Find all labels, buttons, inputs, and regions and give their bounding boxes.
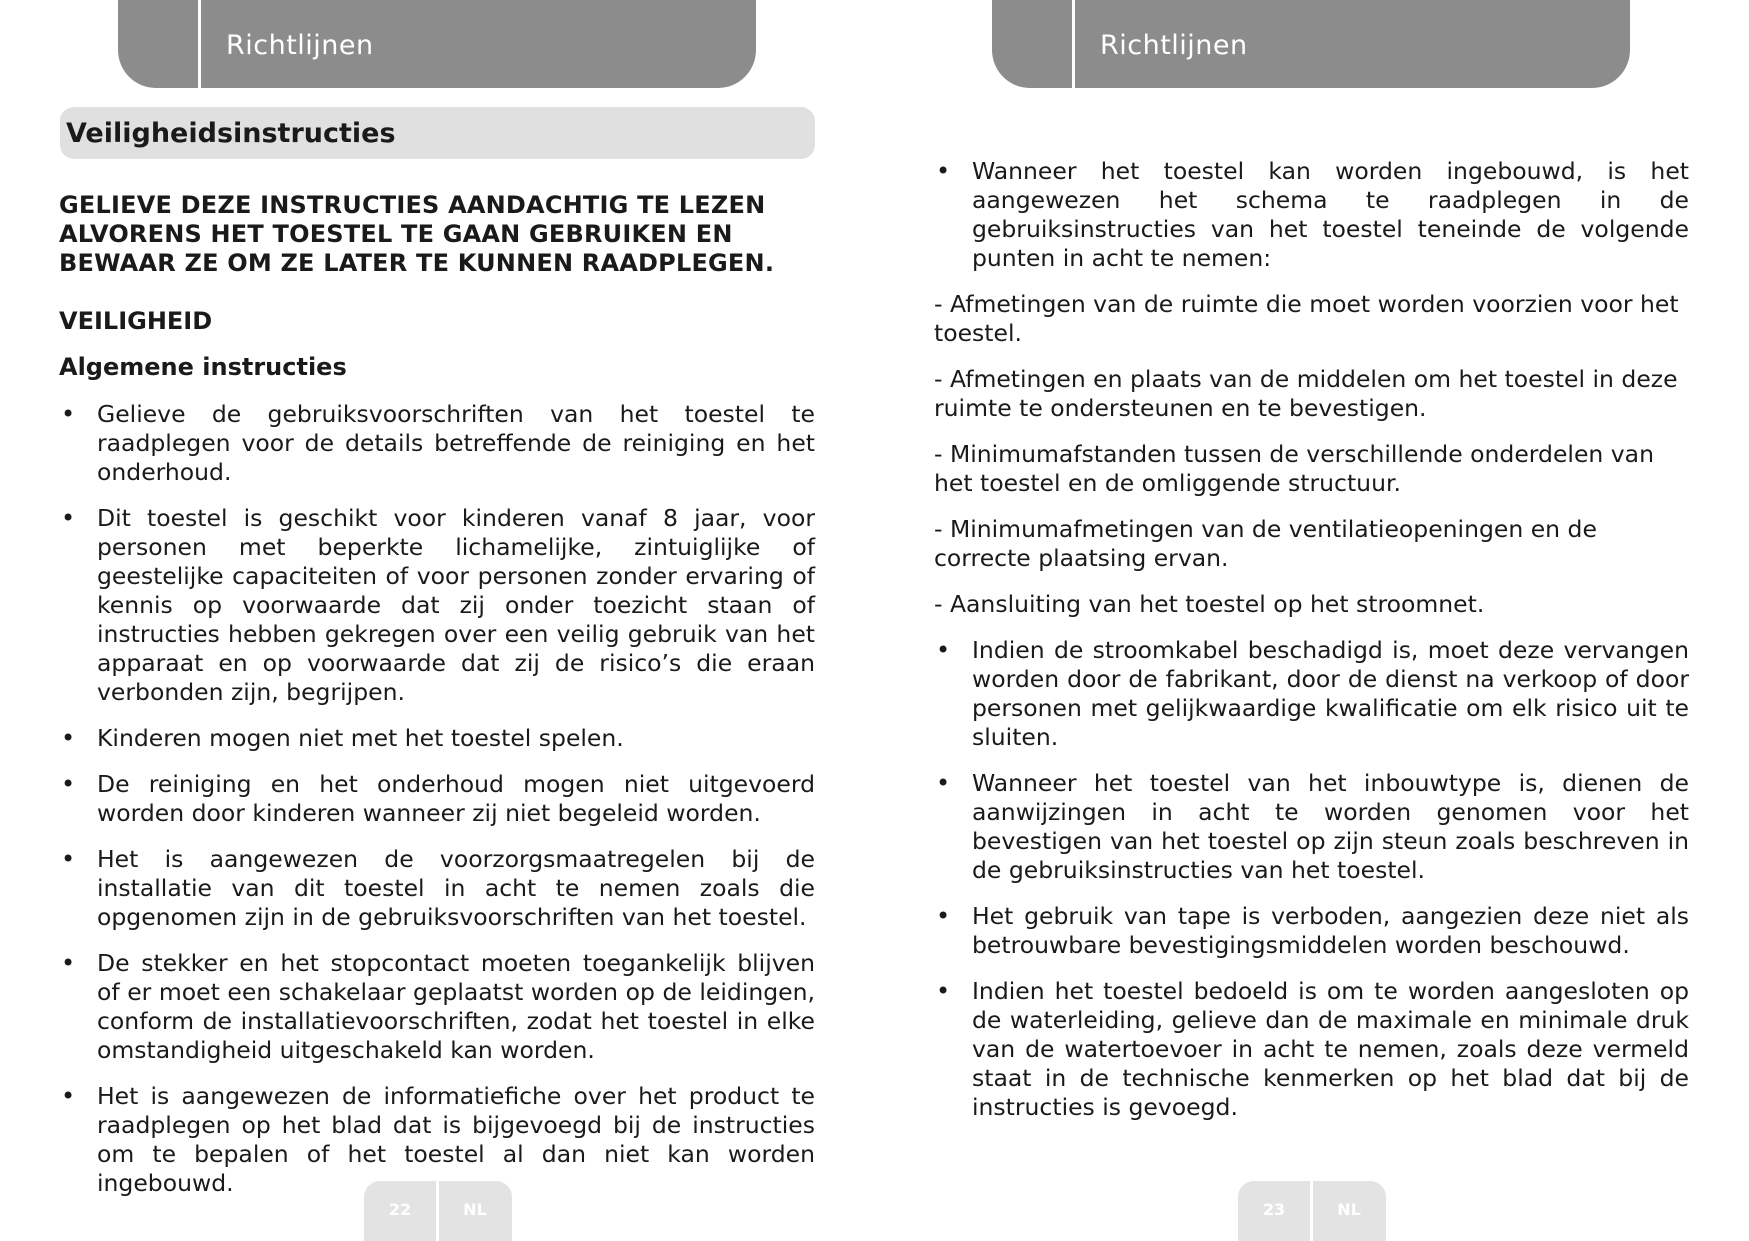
- left-content: [59, 191, 815, 1198]
- list-item: • Indien het toestel bedoeld is om te worden aangesloten op de waterleiding, gelieve dan de maximale en minimale druk van de watertoevoer in acht te nemen, zoals deze vermeld staat in de technische kenmerken op het blad dat bij de instructies is gevoegd.: [934, 977, 1689, 1122]
- dash-item: - Aansluiting van het toestel op het stroomnet.: [934, 590, 1485, 618]
- language-code: NL: [1337, 1200, 1361, 1219]
- right-header-tab: [992, 0, 1630, 88]
- list-item: • Indien de stroomkabel beschadigd is, moet deze vervangen worden door de fabrikant, door de dienst na verkoop of door personen met gelijkwaardige kwalificatie om elk risico uit te sluiten.: [934, 636, 1689, 752]
- right-content: [934, 157, 1689, 1122]
- dash-item: - Minimumafstanden tussen de verschillende onderdelen van het toestel en de omliggende structuur.: [934, 440, 1654, 497]
- left-bullet-list: [59, 400, 815, 1198]
- left-header-tab: [118, 0, 756, 88]
- left-page: [0, 0, 874, 1241]
- right-page: [874, 0, 1749, 1241]
- right-bullet-list: [934, 636, 1689, 1122]
- intro-warning: GELIEVE DEZE INSTRUCTIES AANDACHTIG TE LEZEN ALVORENS HET TOESTEL TE GAAN GEBRUIKEN EN BEWAAR ZE OM ZE LATER TE KUNNEN RAADPLEGEN.: [59, 191, 775, 277]
- list-item: • De reiniging en het onderhoud mogen niet uitgevoerd worden door kinderen wanneer zij niet begeleid worden.: [59, 770, 815, 828]
- list-item: • Gelieve de gebruiksvoorschriften van het toestel te raadplegen voor de details betreffende de reiniging en het onderhoud.: [59, 400, 815, 487]
- list-item: • Wanneer het toestel van het inbouwtype is, dienen de aanwijzingen in acht te worden genomen voor het bevestigen van het toestel op zijn steun zoals beschreven in de gebruiksinstructies van het toestel.: [934, 769, 1689, 885]
- page-number: 22: [388, 1200, 412, 1219]
- header-divider: [198, 0, 201, 88]
- left-footer-tab: [364, 1181, 512, 1241]
- right-header-title: Richtlijnen: [1100, 30, 1248, 61]
- right-top-bullet: [934, 157, 1689, 273]
- section-title: Veiligheidsinstructies: [66, 118, 396, 149]
- list-item: • Dit toestel is geschikt voor kinderen vanaf 8 jaar, voor personen met beperkte lichamelijke, zintuiglijke of geestelijke capaciteiten of voor personen zonder ervaring of kennis op voorwaarde dat zij onder toezicht staan of instructies hebben gekregen over een veilig gebruik van het apparaat en op voorwaarde dat zij de risico’s die eraan verbonden zijn, begrijpen.: [59, 504, 815, 707]
- list-item: • Kinderen mogen niet met het toestel spelen.: [59, 724, 815, 753]
- dash-item: - Minimumafmetingen van de ventilatieopeningen en de correcte plaatsing ervan.: [934, 515, 1597, 572]
- left-header-title: Richtlijnen: [226, 30, 374, 61]
- header-divider: [1072, 0, 1075, 88]
- dash-item: - Afmetingen van de ruimte die moet worden voorzien voor het toestel.: [934, 290, 1679, 347]
- right-footer-tab: [1238, 1181, 1386, 1241]
- heading-safety: VEILIGHEID: [59, 307, 213, 335]
- list-item: • De stekker en het stopcontact moeten toegankelijk blijven of er moet een schakelaar geplaatst worden op de leidingen, conform de installatievoorschriften, zodat het toestel in elke omstandigheid uitgeschakeld kan worden.: [59, 949, 815, 1065]
- section-title-bar: [60, 107, 815, 159]
- list-item: • Het is aangewezen de informatiefiche over het product te raadplegen op het blad dat is bijgevoegd bij de instructies om te bepalen of het toestel al dan niet kan worden ingebouwd.: [59, 1082, 815, 1198]
- list-item: • Wanneer het toestel kan worden ingebouwd, is het aangewezen het schema te raadplegen in de gebruiksinstructies van het toestel teneinde de volgende punten in acht te nemen:: [934, 157, 1689, 273]
- dash-item: - Afmetingen en plaats van de middelen om het toestel in deze ruimte te ondersteunen en te bevestigen.: [934, 365, 1678, 422]
- heading-general-instructions: Algemene instructies: [59, 353, 347, 381]
- list-item: • Het gebruik van tape is verboden, aangezien deze niet als betrouwbare bevestigingsmiddelen worden beschouwd.: [934, 902, 1689, 960]
- page-number: 23: [1262, 1200, 1286, 1219]
- list-item: • Het is aangewezen de voorzorgsmaatregelen bij de installatie van dit toestel in acht te nemen zoals die opgenomen zijn in de gebruiksvoorschriften van het toestel.: [59, 845, 815, 932]
- language-code: NL: [463, 1200, 487, 1219]
